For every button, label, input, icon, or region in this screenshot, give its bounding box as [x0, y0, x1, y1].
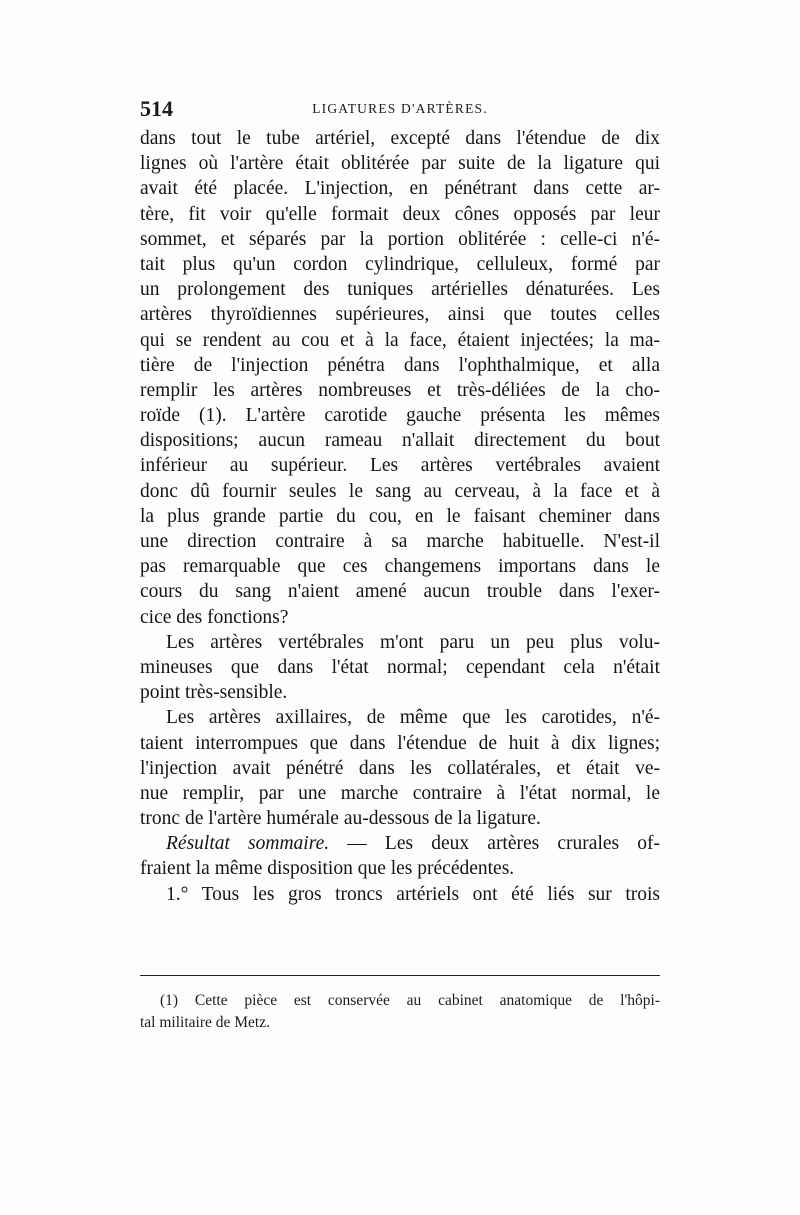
summary-text: — Les deux artères crurales of- [329, 833, 660, 855]
text-line: sommet, et séparés par la portion oblitérée : celle-ci n'é- [140, 228, 660, 250]
text-line: cours du sang n'aient amené aucun trouble dans l'exer- [140, 581, 660, 603]
text-line: Les artères vertébrales m'ont paru un peu plus volu- [166, 631, 660, 653]
text-line: dans tout le tube artériel, excepté dans l'étendue de dix [140, 128, 660, 149]
text-line: tait plus qu'un cordon cylindrique, celluleux, formé par [140, 253, 660, 275]
text-line: qui se rendent au cou et à la face, étaient injectées; la ma- [140, 329, 660, 351]
text-line: remplir les artères nombreuses et très-déliées de la cho- [140, 379, 660, 401]
text-line: artères thyroïdiennes supérieures, ainsi que toutes celles [140, 304, 660, 326]
text-line: lignes où l'artère était oblitérée par suite de la ligature qui [140, 153, 660, 175]
text-line: tronc de l'artère humérale au-dessous de la ligature. [140, 808, 541, 830]
text-line: une direction contraire à sa marche habituelle. N'est-il [140, 531, 660, 552]
summary-heading: Résultat sommaire. [166, 833, 330, 855]
footnote-rule [140, 975, 660, 976]
text-line: fraient la même disposition que les précédentes. [140, 858, 515, 880]
text-line: nue remplir, par une marche contraire à l'état normal, le [140, 782, 660, 804]
text-line: avait été placée. L'injection, en pénétrant dans cette ar- [140, 178, 660, 200]
text-line: tère, fit voir qu'elle formait deux cônes opposés par leur [140, 203, 660, 225]
text-line: donc dû fournir seules le sang au cerveau, à la face et à [140, 480, 660, 502]
text-line: roïde (1). L'artère carotide gauche présenta les mêmes [140, 405, 660, 427]
summary-line [140, 831, 660, 856]
text-line: l'injection avait pénétré dans les collatérales, et était ve- [140, 757, 660, 779]
text-line: taient interrompues que dans l'étendue de huit à dix lignes; [140, 732, 660, 754]
body-text [140, 126, 660, 907]
text-line: un prolongement des tuniques artérielles dénaturées. Les [140, 279, 660, 301]
text-line: cice des fonctions? [140, 606, 289, 628]
text-line: Les artères axillaires, de même que les carotides, n'é- [166, 707, 660, 729]
running-title: LIGATURES D'ARTÈRES. [312, 101, 488, 116]
text-line: tière de l'injection pénétra dans l'ophthalmique, et alla [140, 354, 660, 376]
text-line: point très-sensible. [140, 682, 288, 704]
page-number: 514 [140, 96, 173, 121]
text-line: la plus grande partie du cou, en le faisant cheminer dans [140, 505, 660, 527]
text-line: inférieur au supérieur. Les artères vertébrales avaient [140, 455, 660, 477]
footnote-line: tal militaire de Metz. [140, 1014, 270, 1031]
text-line: pas remarquable que ces changemens importans dans le [140, 556, 660, 578]
text-line: 1.° Tous les gros troncs artériels ont été liés sur trois [166, 883, 660, 905]
page-header [140, 96, 660, 122]
text-line: dispositions; aucun rameau n'allait directement du bout [140, 430, 660, 452]
text-line: mineuses que dans l'état normal; cependant cela n'était [140, 656, 660, 678]
footnotes [140, 990, 660, 1034]
footnote-line: (1) Cette pièce est conservée au cabinet anatomique de l'hôpi- [160, 992, 660, 1009]
